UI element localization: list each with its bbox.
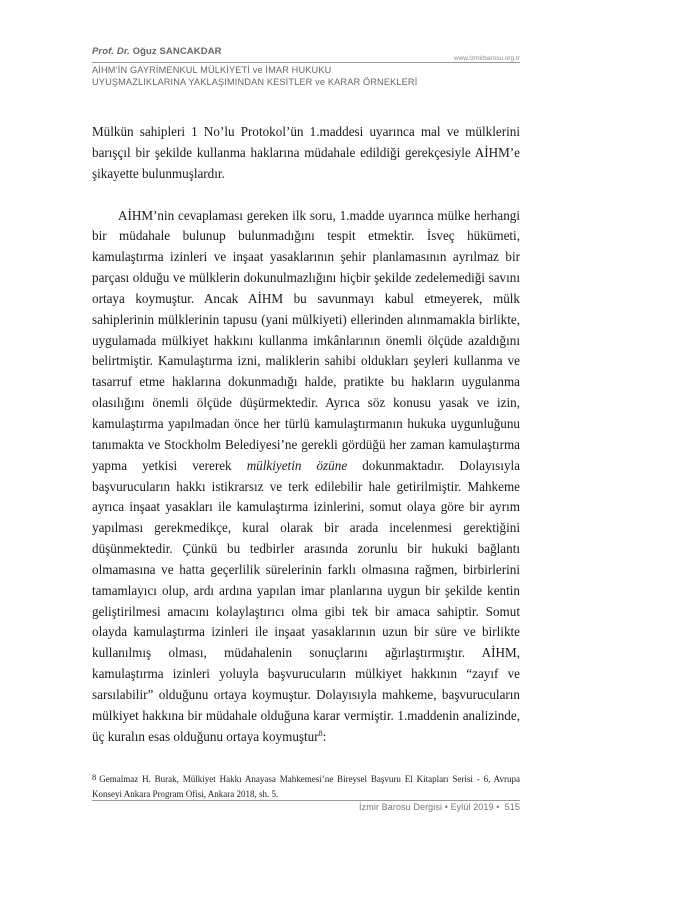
header-author xyxy=(92,46,222,57)
issue-date: Eylül 2019 xyxy=(450,802,494,812)
paragraph-2-text-a: AİHM’nin cevaplaması gereken ilk soru, 1.madde uyarınca mülke herhangi bir müdahale bulunup bulunmadığını tespit etmektir. İsveç hükümeti, kamulaştırma izinleri ve inşaat yasaklarının şehir planlamasının ayrılmaz bir parçası olduğu ve mülklerin dokunulmazlığını hiçbir şekilde zedelemediği savını ortaya koymuştur. Ancak AİHM bu savunmayı kabul etmeyerek, mülk sahiplerinin mülklerinin tapusu (yani mülkiyeti) ellerinden alınmamakla birlikte, uygulamada mülkiyet hakkını kullanma imkânlarının önemli ölçüde azaldığını belirtmiştir. Kamulaştırma izni, maliklerin sahibi oldukları şeyleri kullanma ve tasarruf etme haklarına dokunmadığı halde, pratikte bu hakların uygulanma olasılığını önemli ölçüde düşürmektedir. Ayrıca söz konusu yasak ve izin, kamulaştırma yapılmadan önce her türlü kamulaştırmanın hukuka uygunluğunu tanımakta ve Stockholm Belediyesi’ne gerekli gördüğü her zaman kamulaştırma yapma yetkisi vererek xyxy=(92,207,520,473)
paragraph-2-text-b: dokunmaktadır. Dolayısıyla başvurucuların hakkı istikrarsız ve terk edilebilir hale getirilmiştir. Mahkeme ayrıca inşaat yasakları ile kamulaştırma izinlerini, somut olaya göre bir ayrım yapılması gerekmedikçe, kural olarak bir arada incelenmesi gerektiğini düşünmektedir. Çünkü bu tedbirler arasında zorunlu bir hukuki bağlantı olmamasına ve hatta geçerlilik sürelerinin farklı olmasına rağmen, birbirlerini tamamlayıcı olup, ardı ardına yapılan imar planlarına uygun bir şekilde kentin geliştirilmesi amacını kolaylaştırıcı olma gibi tek bir amaca sahiptir. Somut olayda kamulaştırma izinleri ile inşaat yasaklarının uzun bir süre ve birlikte kullanılmış olması, müdahalenin sonuçlarını ağırlaştırmıştır. AİHM, kamulaştırma izinleri yoluyla başvurucuların mülkiyet hakkının “zayıf ve sarsılabilir” olduğunu ortaya koymuştur. Dolayısıyla mahkeme, başvurucuların mülkiyet hakkına bir müdahale olduğuna karar vermiştir. 1.maddenin analizinde, üç kuralın esas olduğunu ortaya koymuştur xyxy=(92,457,520,744)
footnote-text: Gemalmaz H. Burak, Mülkiyet Hakkı Anayasa Mahkemesi’ne Bireysel Başvuru El Kitapları Serisi - 6, Avrupa Konseyi Ankara Program Ofisi, Ankara 2018, sh. 5. xyxy=(92,774,520,799)
footnote-number: 8 xyxy=(92,772,97,782)
page-number: 515 xyxy=(504,802,520,812)
author-name: Oğuz SANCAKDAR xyxy=(132,46,222,57)
page-footer xyxy=(300,802,520,812)
header-divider xyxy=(92,62,520,63)
paragraph-2 xyxy=(92,206,520,748)
footnote-reference[interactable]: 8 xyxy=(318,728,323,738)
article-body xyxy=(92,122,520,747)
footer-bullet: • xyxy=(444,802,448,812)
paragraph-spacer xyxy=(92,185,520,206)
author-prefix: Prof. Dr. xyxy=(92,46,130,57)
running-title xyxy=(92,64,417,88)
running-title-line-2: UYUŞMAZLIKLARINA YAKLAŞIMINDAN KESİTLER ve KARAR ÖRNEKLERİ xyxy=(92,77,418,87)
header-website: www.izmirbarosu.org.tr xyxy=(453,55,520,62)
paragraph-1: Mülkün sahipleri 1 No’lu Protokol’ün 1.maddesi uyarınca mal ve mülklerini barışçıl bir şekilde kullanma haklarına müdahale edildiği gerekçesiyle AİHM’e şikayette bulunmuşlardır. xyxy=(92,124,520,181)
journal-name: İzmir Barosu Dergisi xyxy=(359,802,443,812)
running-title-line-1: AİHM’İN GAYRİMENKUL MÜLKİYETİ ve İMAR HUKUKU xyxy=(92,65,332,75)
emphasis-text: mülkiyetin özüne xyxy=(246,457,348,473)
paragraph-2-end: : xyxy=(322,728,327,744)
footnote xyxy=(92,770,520,801)
footer-divider xyxy=(92,800,520,801)
footer-bullet: • xyxy=(496,802,500,812)
